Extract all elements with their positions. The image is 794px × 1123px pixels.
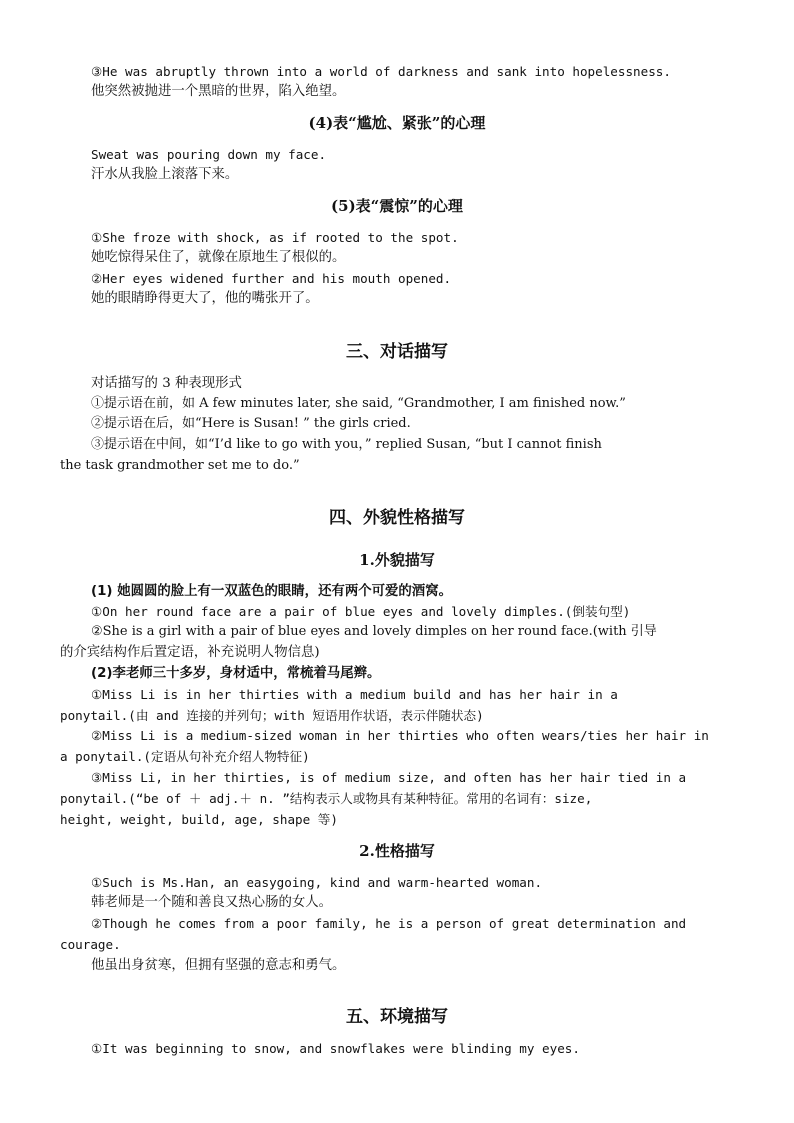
text-line: 他突然被抛进一个黑暗的世界，陷入绝望。	[91, 84, 346, 99]
text-line: ①It was beginning to snow, and snowflakes were blinding my eyes.	[91, 1041, 580, 1056]
text-line: ②She is a girl with a pair of blue eyes and lovely dimples on her round face.(with 引导	[91, 624, 657, 639]
text-line: ③提示语在中间，如“I’d like to go with you，” replied Susan, “but I cannot finish	[91, 437, 602, 452]
text-line: a ponytail.(定语从句补充介绍人物特征)	[60, 749, 310, 764]
text-line: ③He was abruptly thrown into a world of darkness and sank into hopelessness.	[91, 64, 671, 79]
text-line: the task grandmother set me to do.”	[60, 458, 300, 473]
text-line: height, weight, build, age, shape 等)	[60, 812, 338, 827]
subheading-character: 2.性格描写	[359, 842, 435, 860]
text-line: ②Though he comes from a poor family, he is a person of great determination and	[91, 916, 687, 931]
subheading-appearance: 1.外貌描写	[359, 551, 435, 569]
text-line: courage.	[60, 937, 121, 952]
text-line: ①On her round face are a pair of blue eyes and lovely dimples.(倒装句型)	[91, 604, 631, 619]
text-line: ②提示语在后，如“Here is Susan! ” the girls cried.	[91, 416, 411, 431]
subheading-shock: (5)表“震惊”的心理	[331, 197, 463, 215]
text-line: ②Her eyes widened further and his mouth opened.	[91, 271, 452, 286]
text-line: (1) 她圆圆的脸上有一双蓝色的眼睛，还有两个可爱的酒窝。	[91, 584, 452, 599]
text-line: ③Miss Li, in her thirties, is of medium size, and often has her hair tied in a	[91, 770, 687, 785]
text-line: 她的眼睛睁得更大了，他的嘴张开了。	[91, 291, 319, 306]
text-line: Sweat was pouring down my face.	[91, 147, 327, 162]
text-line: 他虽出身贫寒，但拥有坚强的意志和勇气。	[91, 958, 346, 973]
subheading-tension: (4)表“尴尬、紧张”的心理	[308, 114, 486, 132]
text-line: 她吃惊得呆住了，就像在原地生了根似的。	[91, 250, 346, 265]
text-line: ①提示语在前，如 A few minutes later, she said, “Grandmother, I am finished now.”	[91, 396, 626, 411]
text-line: ①She froze with shock, as if rooted to the spot.	[91, 230, 459, 245]
text-line: ponytail.(“be of ＋ adj.＋ n. ”结构表示人或物具有某种特征。常用的名词有：size,	[60, 791, 593, 806]
text-line: (2)李老师三十多岁，身材适中，常梳着马尾辫。	[91, 666, 381, 681]
text-line: ponytail.(由 and 连接的并列句；with 短语用作状语，表示伴随状态)	[60, 708, 484, 723]
text-line: 韩老师是一个随和善良又热心肠的女人。	[91, 895, 333, 910]
text-line: 汗水从我脸上滚落下来。	[91, 167, 239, 182]
text-line: ①Miss Li is in her thirties with a medium build and has her hair in a	[91, 687, 618, 702]
text-line: 对话描写的 3 种表现形式	[91, 376, 242, 391]
section-heading-dialogue: 三、对话描写	[346, 342, 448, 362]
section-heading-appearance: 四、外貌性格描写	[329, 508, 465, 528]
section-heading-environment: 五、环境描写	[346, 1007, 448, 1027]
text-line: ②Miss Li is a medium-sized woman in her thirties who often wears/ties her hair in	[91, 728, 709, 743]
text-line: ①Such is Ms.Han, an easygoing, kind and warm-hearted woman.	[91, 875, 543, 890]
text-line: 的介宾结构作后置定语，补充说明人物信息)	[60, 645, 320, 660]
